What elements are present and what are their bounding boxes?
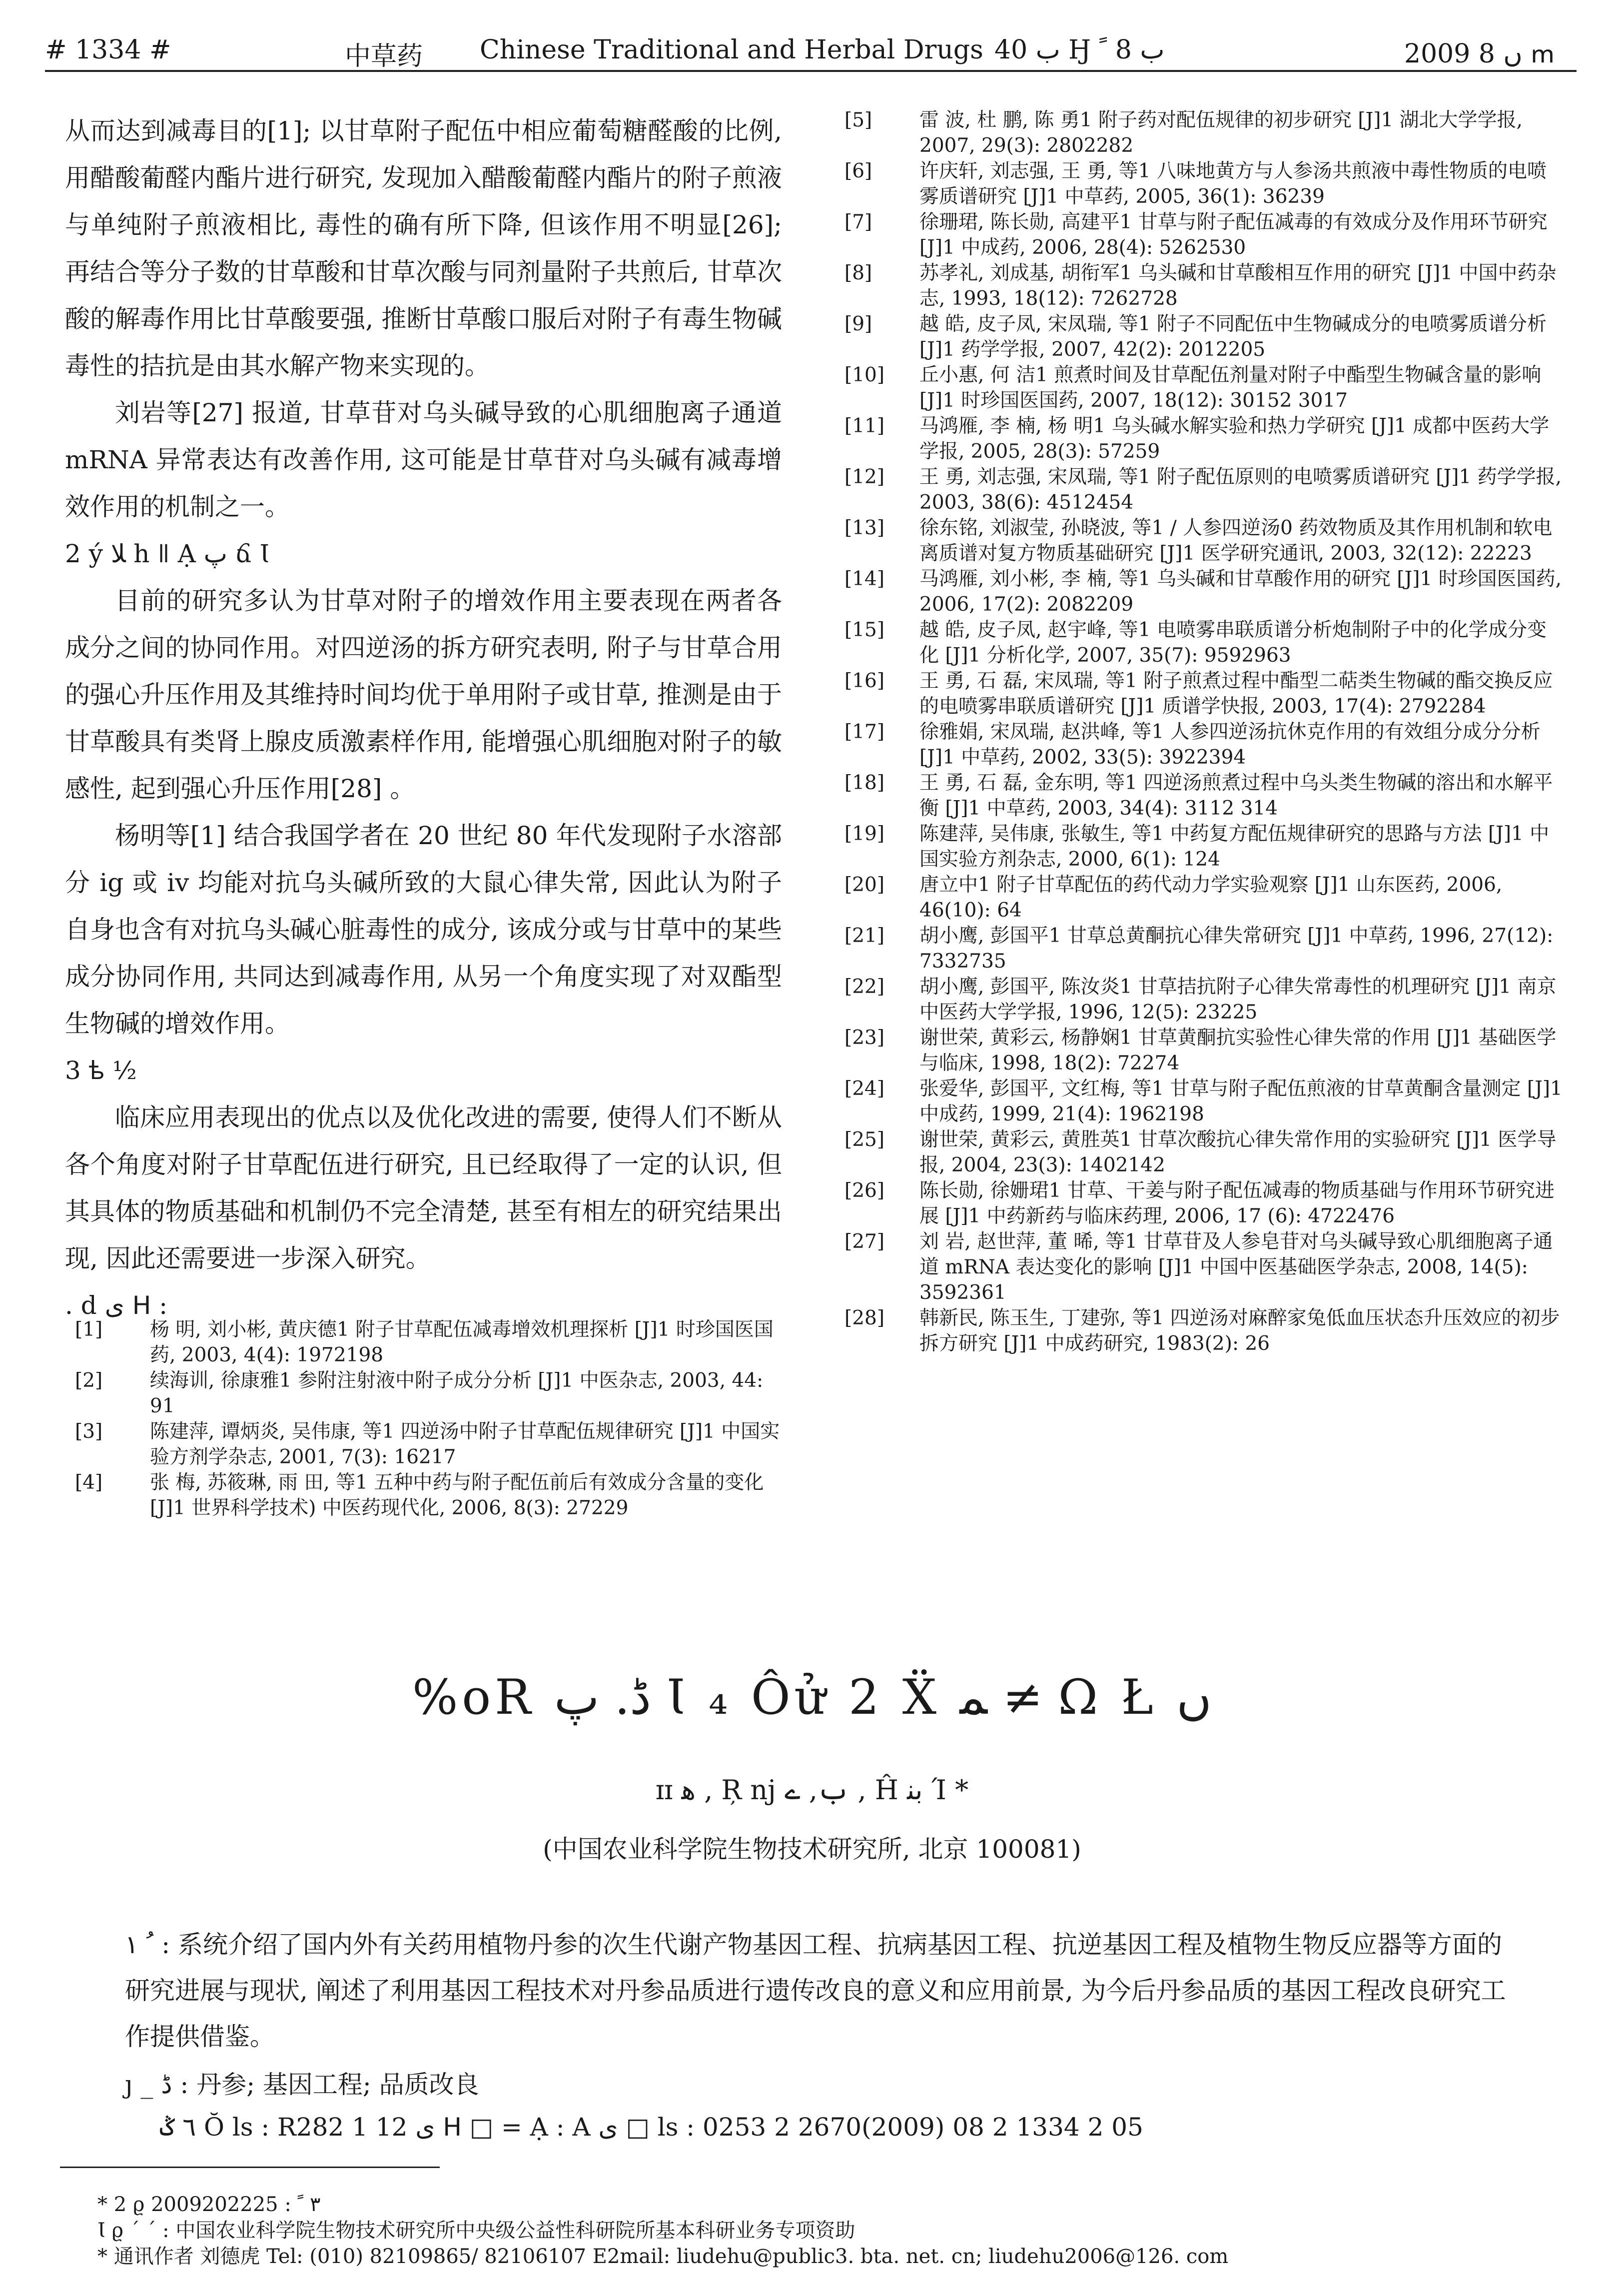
reference-item: [2] 续海训, 徐康雅1 参附注射液中附子成分分析 [J]1 中医杂志, 2003, 44: 91 <box>75 1369 764 1417</box>
reference-item: [5] 雷 波, 杜 鹏, 陈 勇1 附子药对配伍规律的初步研究 [J]1 湖北大学学报, 2007, 29(3): 2802282 <box>844 109 1523 157</box>
reference-item: [4] 张 梅, 苏筱琳, 雨 田, 等1 五种中药与附子配伍前后有效成分含量的变化 [J]1 世界科学技术) 中医药现代化, 2006, 8(3): 27229 <box>75 1471 764 1519</box>
keywords: ȷ _ ڈ : 丹参; 基因工程; 品质改良 <box>125 2070 479 2099</box>
reference-item: [14] 马鸿雁, 刘小彬, 李 楠, 等1 乌头碱和甘草酸作用的研究 [J]1 时珍国医国药, 2006, 17(2): 2082209 <box>844 568 1562 616</box>
footnote-received: * 2 ϱ ٣ ﹰ : 2009202225 <box>97 2193 321 2216</box>
body-paragraph: 目前的研究多认为甘草对附子的增效作用主要表现在两者各成分之间的协同作用。对四逆汤的拆方研究表明, 附子与甘草合用的强心升压作用及其维持时间均优于单用附子或甘草, 推测是由于甘草酸具有类肾上腺皮质激素样作用, 能增强心肌细胞对附子的敏感性, 起到强心升压作用[28] 。 <box>65 586 782 803</box>
section-heading: 3 ᲇ ½ <box>65 1056 137 1085</box>
references-list-left <box>75 1317 782 1521</box>
left-column <box>65 107 782 1329</box>
reference-item: [1] 杨 明, 刘小彬, 黄庆德1 附子甘草配伍减毒增效机理探析 [J]1 时珍国医国药, 2003, 4(4): 1972198 <box>75 1318 774 1366</box>
reference-item: [23] 谢世荣, 黄彩云, 杨静娴1 甘草黄酮抗实验性心律失常的作用 [J]1 基础医学与临床, 1998, 18(2): 72274 <box>844 1027 1557 1075</box>
reference-item: [22] 胡小鹰, 彭国平, 陈汝炎1 甘草拮抗附子心律失常毒性的机理研究 [J]1 南京中医药大学学报, 1996, 12(5): 23225 <box>844 976 1557 1024</box>
reference-item: [17] 徐雅娟, 宋凤瑞, 赵洪峰, 等1 人参四逆汤抗休克作用的有效组分成分分析 [J]1 中草药, 2002, 33(5): 3922394 <box>844 721 1541 769</box>
article-affiliation: (中国农业科学院生物技术研究所, 北京 100081) <box>543 1835 1081 1864</box>
reference-item: [21] 胡小鹰, 彭国平1 甘草总黄酮抗心律失常研究 [J]1 中草药, 1996, 27(12): 7332735 <box>844 925 1554 973</box>
reference-item: [25] 谢世荣, 黄彩云, 黄胜英1 甘草次酸抗心律失常作用的实验研究 [J]1 医学导报, 2004, 23(3): 1402142 <box>844 1129 1557 1176</box>
reference-item: [13] 徐东铭, 刘淑莹, 孙晓波, 等1 / 人参四逆汤0 药效物质及其作用机制和软电离质谱对复方物质基础研究 [J]1 医学研究通讯, 2003, 32(12): 22223 <box>844 517 1553 565</box>
references-list-right <box>844 107 1564 1356</box>
body-paragraph: 杨明等[1] 结合我国学者在 20 世纪 80 年代发现附子水溶部分 ig 或 iv 均能对抗乌头碱所致的大鼠心律失常, 因此认为附子自身也含有对抗乌头碱心脏毒性的成分, 该成分或与甘草中的某些成分协同作用, 共同达到减毒作用, 从另一个角度实现了对双酯型生物碱的增效作用。 <box>65 821 782 1038</box>
section-heading: 2 ý ﻼ հ ǁ Ạ پ ճ Ɩ <box>65 539 270 568</box>
footnote-correspondence: * 通讯作者 刘德虎 Tel: (010) 82109865/ 82106107 E2mail: liudehu@public3. bta. net. cn; liudehu2006@126. com <box>97 2245 1229 2268</box>
reference-item: [11] 马鸿雁, 李 楠, 杨 明1 乌头碱水解实验和热力学研究 [J]1 成都中医药大学学报, 2005, 28(3): 57259 <box>844 415 1550 463</box>
reference-item: [24] 张爱华, 彭国平, 文红梅, 等1 甘草与附子配伍煎液的甘草黄酮含量测定 [J]1 中成药, 1999, 21(4): 1962198 <box>844 1078 1563 1126</box>
footnote-funding: Ɩ ϱ ˊ ˊ : 中国农业科学院生物技术研究所中央级公益性科研院所基本科研业务专项资助 <box>97 2219 855 2242</box>
body-paragraph: 刘岩等[27] 报道, 甘草苷对乌头碱导致的心肌细胞离子通道 mRNA 异常表达有改善作用, 这可能是甘草苷对乌头碱有减毒增效作用的机制之一。 <box>65 398 782 521</box>
volume-issue: ب 40 Ӈ ب 8 ﹰ <box>994 35 1165 65</box>
running-header <box>45 30 1577 72</box>
reference-item: [3] 陈建萍, 谭炳炎, 吴伟康, 等1 四逆汤中附子甘草配伍规律研究 [J]1 中国实验方剂学杂志, 2001, 7(3): 16217 <box>75 1420 780 1468</box>
journal-title-en: Chinese Traditional and Herbal Drugs <box>480 35 983 65</box>
reference-item: [18] 王 勇, 石 磊, 金东明, 等1 四逆汤煎煮过程中乌头类生物碱的溶出和水解平衡 [J]1 中草药, 2003, 34(4): 3112 314 <box>844 772 1553 820</box>
reference-item: [28] 韩新民, 陈玉生, 丁建弥, 等1 四逆汤对麻醉家兔低血压状态升压效应的初步拆方研究 [J]1 中成药研究, 1983(2): 26 <box>844 1307 1560 1355</box>
reference-item: [9] 越 皓, 皮子凤, 宋凤瑞, 等1 附子不同配伍中生物碱成分的电喷雾质谱分析 [J]1 药学学报, 2007, 42(2): 2012205 <box>844 313 1547 361</box>
page-number: # 1334 # <box>45 35 171 65</box>
reference-item: [20] 唐立中1 附子甘草配伍的药代动力学实验观察 [J]1 山东医药, 2006, 46(10): 64 <box>844 874 1503 922</box>
abstract: ﹸ ١ : 系统介绍了国内外有关药用植物丹参的次生代谢产物基因工程、抗病基因工程、抗逆基因工程及植物生物反应器等方面的研究进展与现状, 阐述了利用基因工程技术对丹参品质进行遗传改良的意义和应用前景, 为今后丹参品质的基因工程改良研究工作提供借鉴。 <box>125 1930 1506 2051</box>
references-heading: . d ى ᕼ : <box>65 1291 168 1320</box>
article-title: %oR ڈ. پ Ɩ ₄ Ôử 2 Ẍ ﻤ ≠ Ω Ł ں <box>412 1669 1212 1725</box>
body-paragraph: 临床应用表现出的优点以及优化改进的需要, 使得人们不断从各个角度对附子甘草配伍进行研究, 且已经取得了一定的认识, 但其具体的物质基础和机制仍不完全清楚, 甚至有相左的研究结果出现, 因此还需要进一步深入研究。 <box>65 1103 782 1273</box>
reference-item: [16] 王 勇, 石 磊, 宋凤瑞, 等1 附子煎煮过程中酯型二萜类生物碱的酯交换反应的电喷雾串联质谱研究 [J]1 质谱学快报, 2003, 17(4): 2792284 <box>844 670 1553 718</box>
body-paragraph: 从而达到减毒目的[1]; 以甘草附子配伍中相应葡萄糖醛酸的比例, 用醋酸葡醛内酯片进行研究, 发现加入醋酸葡醛内酯片的附子煎液与单纯附子煎液相比, 毒性的确有所下降, 但该作用不明显[26]; 再结合等分子数的甘草酸和甘草次酸与同剂量附子共煎后, 甘草次酸的解毒作用比甘草酸要强, 推断甘草酸口服后对附子有毒生物碱毒性的拮抗是由其水解产物来实现的。 <box>65 116 782 380</box>
article-authors: ɪɪ ﮬ , Ŗ nj ب, ے , Ĥ ﺑﻨ Ί * <box>655 1774 969 1806</box>
reference-item: [6] 许庆轩, 刘志强, 王 勇, 等1 八味地黄方与人参汤共煎液中毒性物质的电喷雾质谱研究 [J]1 中草药, 2005, 36(1): 36239 <box>844 160 1547 208</box>
reference-item: [15] 越 皓, 皮子凤, 赵宇峰, 等1 电喷雾串联质谱分析炮制附子中的化学成分变化 [J]1 分析化学, 2007, 35(7): 9592963 <box>844 619 1547 667</box>
reference-item: [8] 苏孝礼, 刘成基, 胡衔军1 乌头碱和甘草酸相互作用的研究 [J]1 中国中药杂志, 1993, 18(12): 7262728 <box>844 262 1557 310</box>
reference-item: [12] 王 勇, 刘志强, 宋凤瑞, 等1 附子配伍原则的电喷雾质谱研究 [J]1 药学学报, 2003, 38(6): 4512454 <box>844 466 1562 514</box>
reference-item: [26] 陈长勋, 徐姗珺1 甘草、干姜与附子配伍减毒的物质基础与作用环节研究进展 [J]1 中药新药与临床药理, 2006, 17 (6): 4722476 <box>844 1179 1555 1227</box>
reference-item: [10] 丘小惠, 何 洁1 煎煮时间及甘草配伍剂量对附子中酯型生物碱含量的影响 [J]1 时珍国医国药, 2007, 18(12): 30152 3017 <box>844 364 1542 412</box>
footnote-rule <box>60 2167 440 2168</box>
reference-item: [27] 刘 岩, 赵世萍, 董 晞, 等1 甘草苷及人参皂苷对乌头碱导致心肌细胞离子通道 mRNA 表达变化的影响 [J]1 中国中医基础医学杂志, 2008, 14(5): 3592361 <box>844 1230 1553 1304</box>
reference-item: [7] 徐珊珺, 陈长勋, 高建平1 甘草与附子配伍减毒的有效成分及作用环节研究 [J]1 中成药, 2006, 28(4): 5262530 <box>844 211 1548 259</box>
classification-codes: ٦ ݣ Ŏ ls : R282 1 12 ى ᕼ □ = Ạ : A ى □ ls : 0253 2 2670(2009) 08 2 1334 2 05 <box>160 2113 1143 2142</box>
issue-date: 2009 ں 8 ՠ <box>1404 39 1555 69</box>
reference-item: [19] 陈建萍, 吴伟康, 张敏生, 等1 中药复方配伍规律研究的思路与方法 [J]1 中国实验方剂杂志, 2000, 6(1): 124 <box>844 823 1550 871</box>
journal-title-cn: 中草药 <box>345 41 423 71</box>
